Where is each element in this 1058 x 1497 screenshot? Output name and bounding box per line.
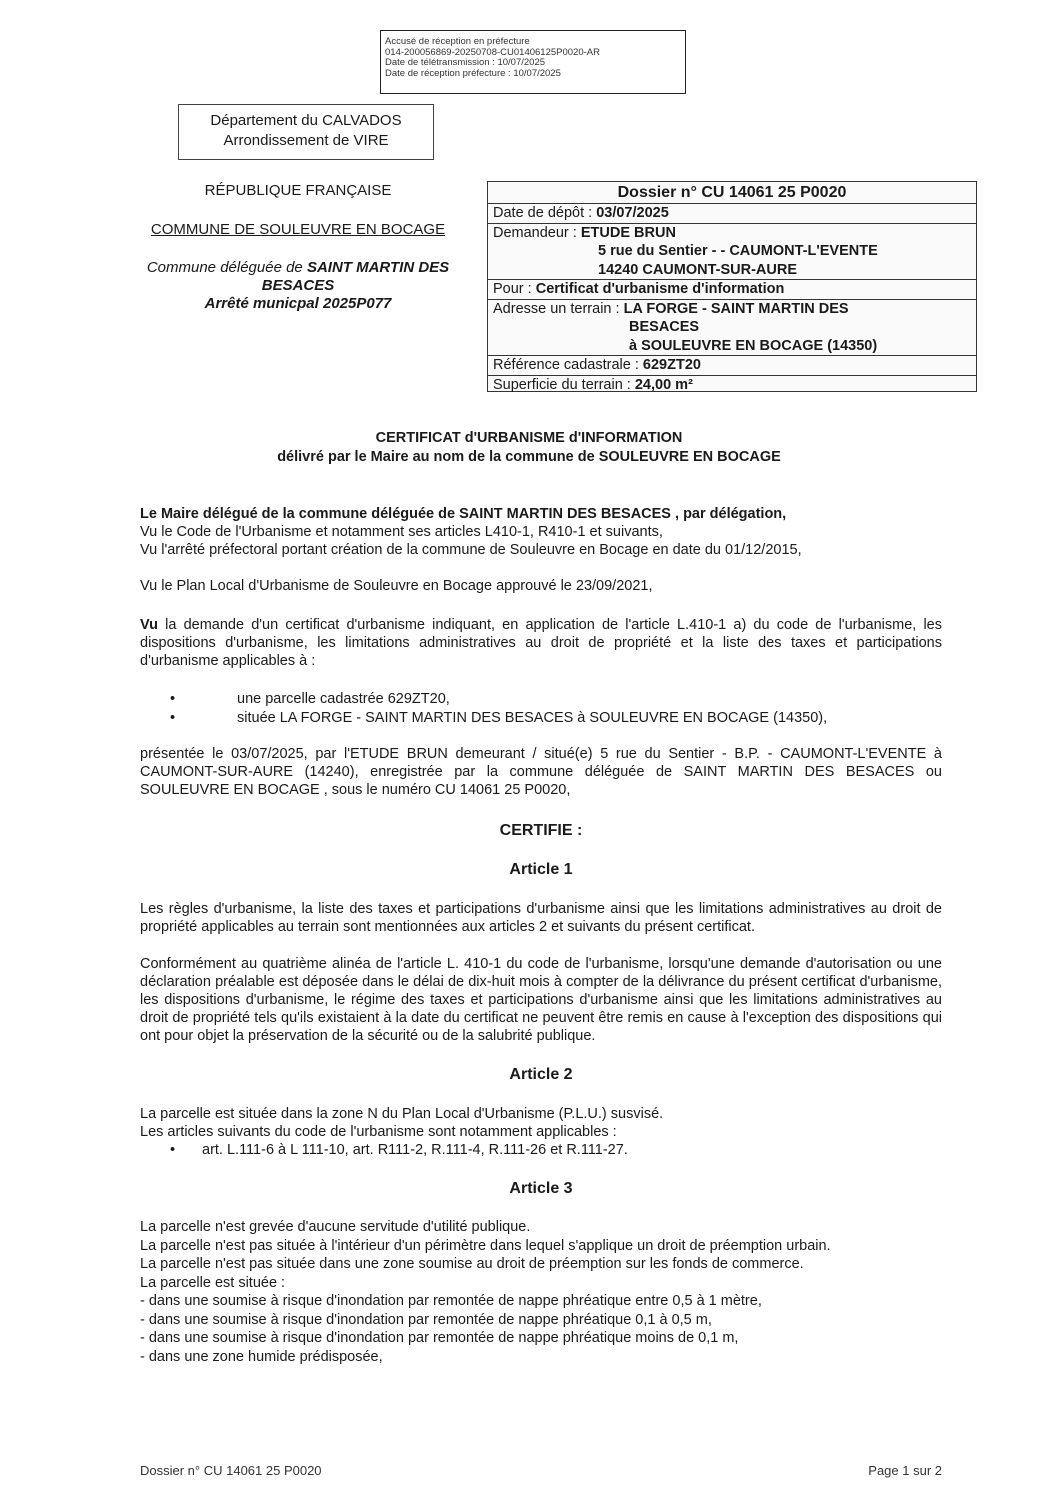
commune-deleguee	[132, 259, 464, 295]
article-3-line: La parcelle n'est pas située dans une zone soumise au droit de préemption sur les fonds de commerce.	[140, 1256, 804, 1272]
certificate-subtitle: délivré par le Maire au nom de la commune de SOULEUVRE EN BOCAGE	[277, 449, 781, 465]
demandeur-name: ETUDE BRUN	[580, 224, 676, 241]
department-box	[178, 104, 434, 160]
adresse-value-2: BESACES	[629, 319, 700, 335]
list-item	[140, 690, 942, 709]
vu-arrete-line: Vu l'arrêté préfectoral portant création de la commune de Souleuvre en Bocage en date du 01/12/2015,	[140, 542, 802, 558]
commune-heading: COMMUNE DE SOULEUVRE EN BOCAGE	[150, 221, 446, 238]
superficie-value: 24,00 m²	[634, 376, 693, 393]
depot-date-value: 03/07/2025	[596, 205, 669, 221]
article-3-line: - dans une zone humide prédisposée,	[140, 1348, 383, 1365]
ref-value: 629ZT20	[642, 357, 701, 373]
bullet-icon: •	[170, 1142, 176, 1158]
vu-plu-line: Vu le Plan Local d'Urbanisme de Souleuvre en Bocage approuvé le 23/09/2021,	[140, 578, 653, 594]
demandeur-row	[488, 224, 976, 281]
stamp-line: 014-200056869-20250708-CU01406125P0020-AR	[385, 46, 600, 58]
depot-date-label: Date de dépôt :	[493, 205, 597, 221]
bullet-icon: •	[170, 710, 176, 726]
list-item-text: art. L.111-6 à L 111-10, art. R111-2, R.111-4, R.111-26 et R.111-27.	[202, 1142, 628, 1158]
department-line: Département du CALVADOS	[210, 112, 402, 129]
certificate-title: CERTIFICAT d'URBANISME d'INFORMATION	[375, 430, 683, 446]
article-3-line: - dans une soumise à risque d'inondation par remontée de nappe phréatique 0,1 à 0,5 m,	[140, 1311, 712, 1328]
article-3-heading: Article 3	[509, 1180, 573, 1197]
superficie-label: Superficie du terrain :	[493, 376, 635, 393]
stamp-line: Date de télétransmission : 10/07/2025	[385, 57, 546, 68]
adresse-terrain-row	[488, 300, 976, 357]
article-3-line: La parcelle n'est pas située à l'intérieur d'un périmètre dans lequel s'applique un droit de préemption urbain.	[140, 1237, 831, 1254]
depot-date-row	[488, 204, 976, 224]
list-item	[140, 1141, 942, 1159]
republique-heading: RÉPUBLIQUE FRANÇAISE	[204, 182, 392, 199]
pour-row	[488, 280, 976, 300]
ref-label: Référence cadastrale :	[493, 357, 643, 373]
dossier-title: Dossier n° CU 14061 25 P0020	[488, 182, 976, 204]
prefecture-receipt-stamp	[380, 30, 686, 94]
article-1-paragraph-2: Conformément au quatrième alinéa de l'article L. 410-1 du code de l'urbanisme, lorsqu'une demande d'autorisation ou une déclaration préalable est déposée dans le délai de dix-huit mois à compter de la délivrance du présent certificat d'urbanisme, les dispositions d'urbanisme, le régime des taxes et participations d'urbanisme ainsi que les limitations administratives au droit de propriété tels qu'ils existaient à la date du certificat ne peuvent être remis en cause à l'exception des dispositions qui ont pour objet la préservation de la sécurité ou de la salubrité publique.	[140, 956, 942, 1044]
article-2-applicable-line: Les articles suivants du code de l'urbanisme sont notamment applicables :	[140, 1124, 617, 1140]
article-1-heading: Article 1	[509, 861, 573, 878]
commune-deleguee-prefix: Commune déléguée de	[146, 259, 307, 276]
article-2-zone-line: La parcelle est située dans la zone N du Plan Local d'Urbanisme (P.L.U.) susvisé.	[140, 1106, 664, 1122]
list-item	[140, 709, 942, 728]
list-item-text: située LA FORGE - SAINT MARTIN DES BESACES à SOULEUVRE EN BOCAGE (14350),	[237, 710, 828, 726]
footer-page-number: Page 1 sur 2	[868, 1463, 942, 1478]
commune-deleguee-name: SAINT MARTIN DES BESACES	[261, 259, 450, 294]
pour-label: Pour :	[493, 281, 536, 297]
article-1-paragraph-1: Les règles d'urbanisme, la liste des taxes et participations d'urbanisme ainsi que les limitations administratives au droit de propriété applicables au terrain sont mentionnées aux articles 2 et suivants du présent certificat.	[140, 901, 942, 935]
reference-cadastrale-row	[488, 356, 976, 376]
considerants-block	[140, 505, 942, 559]
dossier-info-table	[487, 181, 977, 392]
arrete-reference: Arrêté municpal 2025P077	[204, 295, 392, 312]
pour-value: Certificat d'urbanisme d'information	[535, 281, 785, 297]
bullet-icon: •	[170, 691, 176, 707]
parcelle-list	[140, 690, 942, 728]
demandeur-address-1: 5 rue du Sentier - - CAUMONT-L'EVENTE	[598, 243, 878, 259]
demandeur-label: Demandeur :	[493, 224, 581, 241]
superficie-row	[488, 376, 976, 395]
presentee-paragraph: présentée le 03/07/2025, par l'ETUDE BRUN demeurant / situé(e) 5 rue du Sentier - B.P. - CAUMONT-L'EVENTE à CAUMONT-SUR-AURE (14240), enregistrée par la commune déléguée de SAINT MARTIN DES BESACES ou SOULEUVRE EN BOCAGE , sous le numéro CU 14061 25 P0020,	[140, 746, 942, 798]
article-3-line: La parcelle n'est grevée d'aucune servitude d'utilité publique.	[140, 1219, 531, 1235]
article-3-line: La parcelle est située :	[140, 1274, 286, 1291]
article-3-line: - dans une soumise à risque d'inondation par remontée de nappe phréatique moins de 0,1 m,	[140, 1330, 739, 1346]
certifie-heading: CERTIFIE :	[499, 822, 583, 839]
article-3-line: - dans une soumise à risque d'inondation par remontée de nappe phréatique entre 0,5 à 1 mètre,	[140, 1293, 762, 1309]
article-2-heading: Article 2	[509, 1066, 573, 1083]
demandeur-address-2: 14240 CAUMONT-SUR-AURE	[598, 261, 798, 278]
article-3-block	[140, 1218, 942, 1366]
vu-demande-text: la demande d'un certificat d'urbanisme indiquant, en application de l'article L.410-1 a) du code de l'urbanisme, les dispositions d'urbanisme, les limitations administratives au droit de propriété et la liste des taxes et participations d'urbanisme applicables à :	[140, 617, 942, 669]
footer-dossier-number: Dossier n° CU 14061 25 P0020	[140, 1463, 322, 1478]
list-item-text: une parcelle cadastrée 629ZT20,	[237, 691, 450, 707]
stamp-line: Accusé de réception en préfecture	[385, 36, 530, 47]
vu-demande-paragraph	[140, 616, 942, 670]
adresse-label: Adresse un terrain :	[493, 300, 624, 317]
vu-demande-lead: Vu	[140, 617, 158, 633]
adresse-value-1: LA FORGE - SAINT MARTIN DES	[623, 300, 849, 317]
article-2-block	[140, 1105, 942, 1159]
maire-line: Le Maire délégué de la commune déléguée de SAINT MARTIN DES BESACES , par délégation,	[140, 506, 787, 522]
stamp-line: Date de réception préfecture : 10/07/2025	[385, 67, 561, 79]
adresse-value-3: à SOULEUVRE EN BOCAGE (14350)	[629, 337, 878, 354]
vu-code-line: Vu le Code de l'Urbanisme et notamment ses articles L410-1, R410-1 et suivants,	[140, 524, 663, 540]
arrondissement-line: Arrondissement de VIRE	[223, 132, 389, 149]
